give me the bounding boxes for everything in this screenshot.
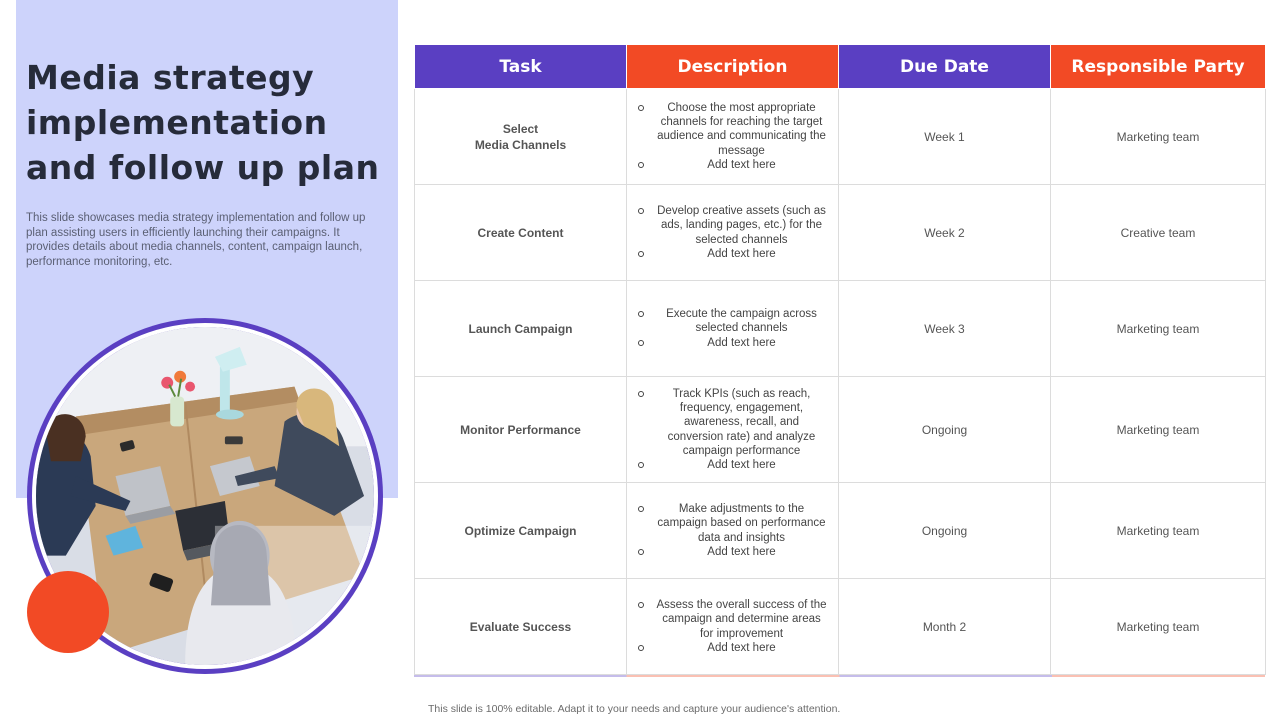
description-cell: [627, 377, 839, 483]
header-task: Task: [415, 45, 627, 89]
table-bottom-accent-line: [414, 675, 1265, 677]
header-due-date: Due Date: [839, 45, 1051, 89]
responsible-party-cell: Marketing team: [1051, 377, 1266, 483]
responsible-party-cell: Marketing team: [1051, 281, 1266, 377]
task-cell: Launch Campaign: [415, 281, 627, 377]
due-date-cell: Ongoing: [839, 483, 1051, 579]
table-row: [415, 89, 1266, 185]
description-bullet: Add text here: [637, 545, 828, 559]
description-bullet: Track KPIs (such as reach, frequency, engagement, awareness, recall, and conversion rate) and analyze campaign performance: [637, 387, 828, 458]
description-cell: [627, 483, 839, 579]
description-cell: [627, 579, 839, 675]
table-row: [415, 579, 1266, 675]
table-row: [415, 483, 1266, 579]
slide-title: Media strategy implementation and follow up plan: [26, 58, 380, 187]
due-date-cell: Week 1: [839, 89, 1051, 185]
description-bullet: Make adjustments to the campaign based on performance data and insights: [637, 502, 828, 545]
responsible-party-cell: Marketing team: [1051, 89, 1266, 185]
responsible-party-cell: Marketing team: [1051, 483, 1266, 579]
due-date-cell: Week 3: [839, 281, 1051, 377]
task-cell: Monitor Performance: [415, 377, 627, 483]
slide-footer-note: This slide is 100% editable. Adapt it to your needs and capture your audience's attention.: [428, 703, 841, 715]
description-cell: [627, 89, 839, 185]
description-bullet: Add text here: [637, 458, 828, 472]
task-cell: Select Media Channels: [415, 89, 627, 185]
task-cell: Optimize Campaign: [415, 483, 627, 579]
task-cell: Create Content: [415, 185, 627, 281]
responsible-party-cell: Creative team: [1051, 185, 1266, 281]
table-header-row: [415, 45, 1266, 89]
responsible-party-cell: Marketing team: [1051, 579, 1266, 675]
description-cell: [627, 185, 839, 281]
due-date-cell: Ongoing: [839, 377, 1051, 483]
table-row: [415, 185, 1266, 281]
description-cell: [627, 281, 839, 377]
implementation-plan-table: [414, 44, 1266, 675]
description-bullet: Develop creative assets (such as ads, landing pages, etc.) for the selected channels: [637, 204, 828, 247]
description-bullet: Assess the overall success of the campaign and determine areas for improvement: [637, 598, 828, 641]
table-row: [415, 377, 1266, 483]
task-cell: Evaluate Success: [415, 579, 627, 675]
description-bullet: Add text here: [637, 158, 828, 172]
orange-accent-circle: [27, 571, 109, 653]
description-bullet: Add text here: [637, 247, 828, 261]
table-row: [415, 281, 1266, 377]
slide-subtitle: This slide showcases media strategy implementation and follow up plan assisting users in efficiently launching their campaigns. It provides details about media channels, content, campaign launch, performance monitoring, etc.: [26, 212, 366, 268]
description-bullet: Add text here: [637, 336, 828, 350]
header-responsible-party: Responsible Party: [1051, 45, 1266, 89]
description-bullet: Add text here: [637, 641, 828, 655]
description-bullet: Execute the campaign across selected channels: [637, 307, 828, 336]
description-bullet: Choose the most appropriate channels for reaching the target audience and communicating the message: [637, 101, 828, 158]
header-description: Description: [627, 45, 839, 89]
due-date-cell: Week 2: [839, 185, 1051, 281]
due-date-cell: Month 2: [839, 579, 1051, 675]
